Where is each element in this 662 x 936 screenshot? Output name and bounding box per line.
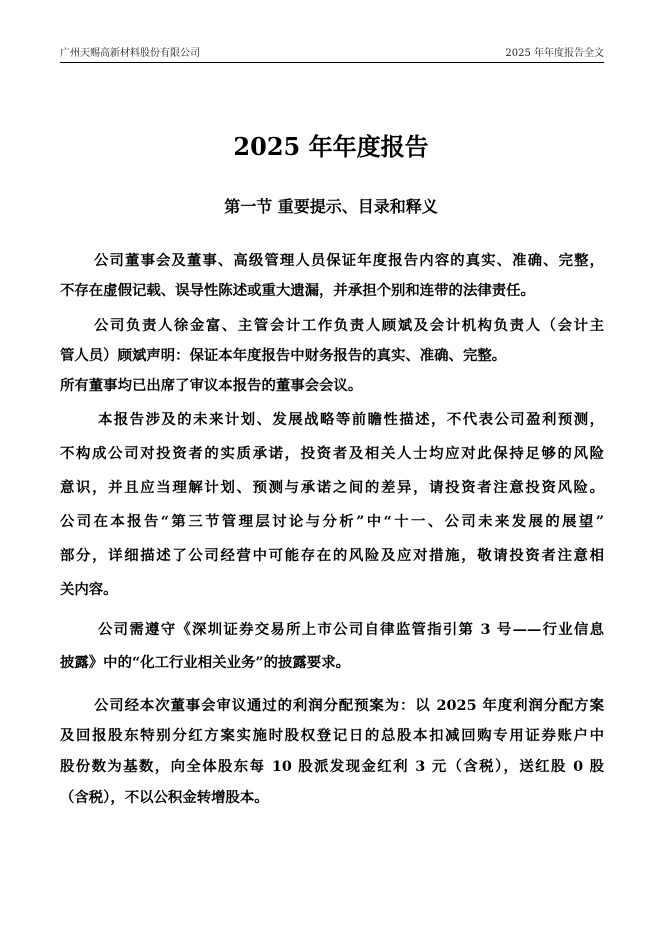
paragraph-2-line-1: 公司负责人徐金富、主管会计工作负责人顾斌及会计机构负责人（会计主 bbox=[94, 317, 604, 334]
paragraph-5-line-2: 披露》中的“化工行业相关业务”的披露要求。 bbox=[60, 654, 350, 671]
paragraph-4-line-1: 本报告涉及的未来计划、发展战略等前瞻性描述，不代表公司盈利预测， bbox=[98, 411, 604, 428]
report-title: 2025 年年度报告 bbox=[233, 132, 429, 161]
paragraph-4-line-3: 意识，并且应当理解计划、预测与承诺之间的差异，请投资者注意投资风险。 bbox=[60, 479, 604, 496]
paragraph-1-line-2: 不存在虚假记载、误导性陈述或重大遗漏，并承担个别和连带的法律责任。 bbox=[60, 282, 535, 299]
paragraph-4-line-6: 关内容。 bbox=[60, 581, 118, 598]
paragraph-4-line-5: 部分，详细描述了公司经营中可能存在的风险及应对措施，敬请投资者注意相 bbox=[60, 547, 604, 564]
header-divider bbox=[60, 62, 604, 63]
section-title: 第一节 重要提示、目录和释义 bbox=[224, 197, 438, 216]
paragraph-2-line-2: 管人员）顾斌声明：保证本年度报告中财务报告的真实、准确、完整。 bbox=[60, 347, 507, 364]
header-document-type: 2025 年年度报告全文 bbox=[505, 48, 604, 59]
paragraph-6-line-3: 股份数为基数，向全体股东每 10 股派发现金红利 3 元（含税），送红股 0 股 bbox=[60, 758, 604, 775]
paragraph-6-line-2: 及回报股东特别分红方案实施时股权登记日的总股本扣减回购专用证券账户中 bbox=[60, 727, 604, 744]
paragraph-4-line-4: 公司在本报告“第三节管理层讨论与分析”中“十一、公司未来发展的展望” bbox=[60, 513, 604, 530]
paragraph-6-line-4: （含税），不以公积金转增股本。 bbox=[60, 789, 269, 806]
header-company-name: 广州天赐高新材料股份有限公司 bbox=[60, 48, 200, 59]
paragraph-6-line-1: 公司经本次董事会审议通过的利润分配预案为：以 2025 年度利润分配方案 bbox=[94, 697, 604, 714]
paragraph-5-line-1: 公司需遵守《深圳证券交易所上市公司自律监管指引第 3 号——行业信息 bbox=[98, 621, 604, 638]
page-header bbox=[60, 47, 604, 61]
paragraph-3-line-1: 所有董事均已出席了审议本报告的董事会会议。 bbox=[60, 377, 363, 394]
paragraph-4-line-2: 不构成公司对投资者的实质承诺，投资者及相关人士均应对此保持足够的风险 bbox=[60, 445, 604, 462]
paragraph-1-line-1: 公司董事会及董事、高级管理人员保证年度报告内容的真实、准确、完整， bbox=[94, 252, 604, 269]
